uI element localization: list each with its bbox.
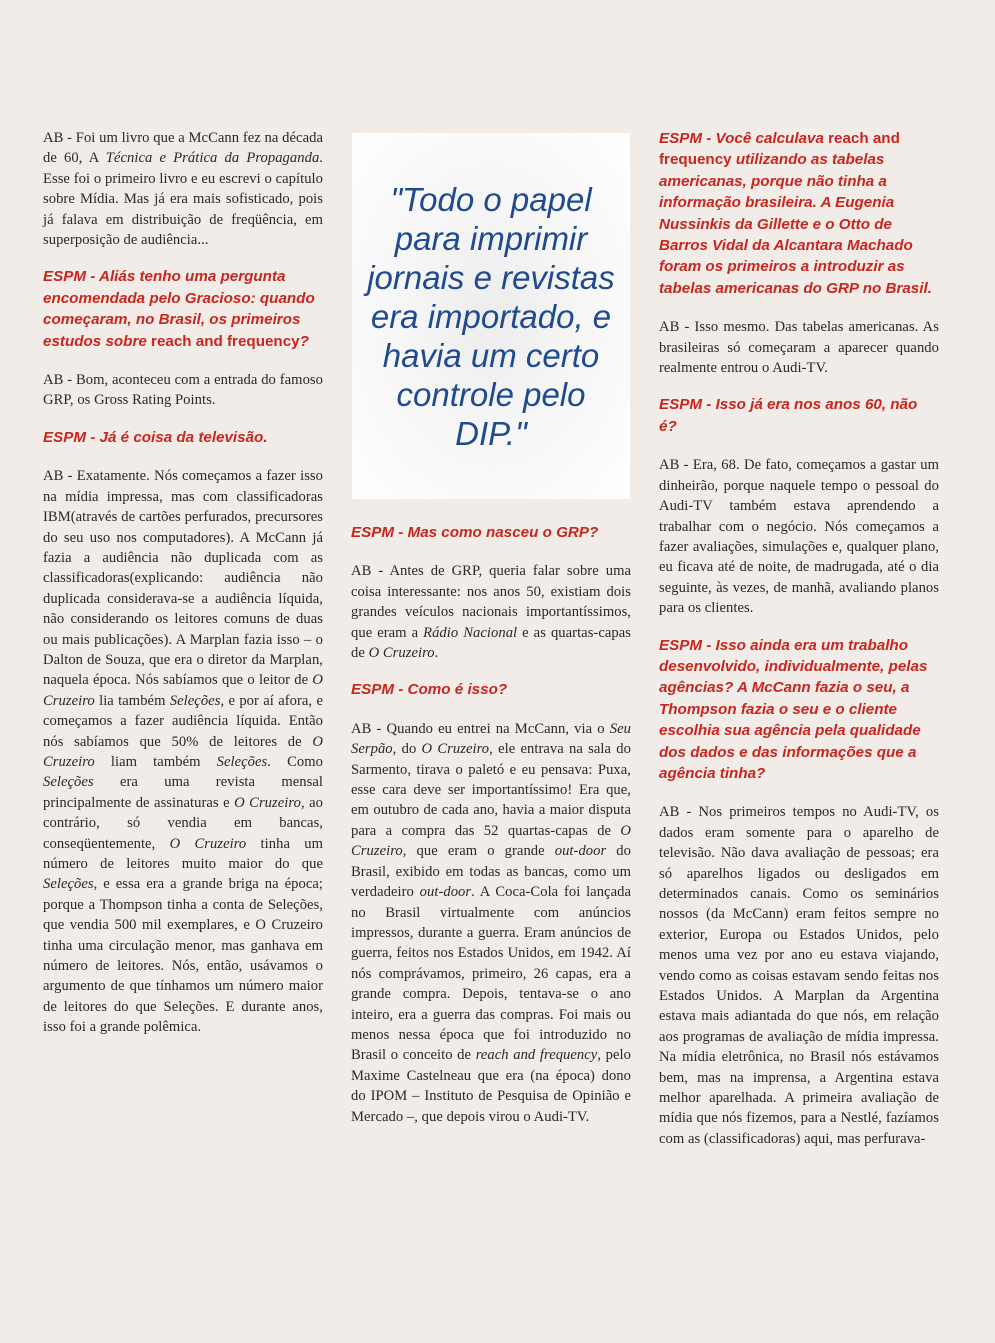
column-middle bbox=[351, 522, 631, 1143]
answer-paragraph: AB - Isso mesmo. Das tabelas americanas. As brasileiras só começaram a aparecer quando realmente entrou o Audi-TV. bbox=[659, 319, 939, 377]
italic-title: O Cruzeiro bbox=[351, 822, 631, 860]
text-segment: . Esse foi o primeiro livro e eu escrevi o capítulo sobre Mídia. Mas já era mais sofisticado, pois já falava em distribuição de freqüência, em superposição de audiência... bbox=[43, 150, 323, 249]
text-segment: utilizando as tabelas americanas, porque não tinha a informação brasileira. A Eugenia Nussinkis da Gillette e o Otto de Barros Vidal da Alcantara Machado foram os primeiros a introduzir as tabelas americanas do GRP no Brasil. bbox=[659, 151, 932, 297]
interviewer-question bbox=[659, 128, 939, 299]
italic-title: O Cruzeiro bbox=[234, 794, 301, 811]
text-segment: era uma revista mensal principalmente de assinaturas e bbox=[43, 774, 323, 811]
text-segment: AB - Foi um livro que a McCann fez na década de 60, A bbox=[43, 130, 323, 167]
answer-paragraph bbox=[351, 561, 631, 663]
italic-title: O Cruzeiro bbox=[43, 733, 323, 770]
text-segment: , que eram o grande bbox=[402, 843, 555, 860]
pull-quote-box bbox=[352, 133, 630, 499]
answer-paragraph bbox=[43, 128, 323, 250]
italic-title: Seleções bbox=[169, 692, 221, 709]
text-segment: . Como bbox=[267, 753, 323, 770]
answer-paragraph bbox=[43, 466, 323, 1037]
answer-paragraph: AB - Nos primeiros tempos no Audi-TV, os dados eram somente para o aparelho de televisão. Não dava avaliação de pessoas; era só aparelhos ligados ou desligados em determinados canais. Como os seminários nossos (da McCann) eram feitos sempre no exterior, Europa ou Estados Unidos, pelo menos uma vez por ano eu estava viajando, vendo como as coisas estavam sendo feitas nos Estados Unidos. A Marplan da Argentina estava mais adiantada do que nós, em relação aos programas de avaliação de mídia impressa. Na mídia eletrônica, no Brasil nós estávamos bem, mas na imprensa, a Argentina estava melhor aparelhada. A primeira avaliação de mídia que nós fizemos, para a Nestlé, fazíamos com as (classificadoras) aqui, mas perfurava- bbox=[659, 804, 939, 1147]
answer-paragraph: AB - Era, 68. De fato, começamos a gastar um dinheirão, porque naquele tempo o pessoal do Audi-TV também estava aprendendo a trabalhar com o negócio. Nós começamos a fazer avaliações, simulações e, qualquer plano, eu ficava até de noite, de madrugada, até o dia seguinte, às vezes, de manhã, avaliando planos para os clientes. bbox=[659, 457, 939, 617]
interviewer-question: ESPM - Isso ainda era um trabalho desenvolvido, individualmente, pelas agências? A McCann fazia o seu, a Thompson fazia o seu e o cliente escolhia sua agência pela qualidade dos dados e das informações que a agência tinha? bbox=[659, 636, 928, 782]
text-segment: AB - Exatamente. Nós começamos a fazer isso na mídia impressa, mas com classificadoras IBM(através de cartões perfurados, precursores do seu uso nos computadores). A McCann já fazia a audiência não duplicada com as classificadoras(explicando: audiência não duplicada considerava-se a audiência líquida, não considerando os leitores comuns de duas ou mais publicações). A Marplan fazia isso – o Dalton de Souza, que era o diretor da Marplan, naquela época. Nós sabíamos que o leitor de bbox=[43, 468, 323, 689]
text-segment: . bbox=[434, 645, 439, 662]
italic-title: O Cruzeiro bbox=[368, 645, 435, 662]
text-segment: do Brasil, exibido em todas as bancas, como um verdadeiro bbox=[351, 843, 631, 901]
text-segment: ? bbox=[299, 332, 309, 350]
column-right bbox=[659, 128, 939, 1165]
italic-title: reach and frequency bbox=[475, 1047, 598, 1064]
italic-title: O Cruzeiro bbox=[43, 672, 323, 709]
text-segment: , ele entrava na sala do Sarmento, tirava o paletó e eu pensava: Puxa, esse cara deve ser importantíssimo! Era que, em outubro de cada ano, havia a maior disputa para a compra das 52 quartas-capas de bbox=[351, 741, 631, 839]
italic-title: O Cruzeiro bbox=[421, 741, 490, 758]
text-segment: e as quartas-capas de bbox=[351, 624, 632, 662]
italic-title: out-door bbox=[419, 884, 472, 901]
italic-title: Seu Serpão bbox=[351, 720, 631, 758]
interviewer-question: ESPM - Como é isso? bbox=[351, 681, 508, 699]
text-segment: , e por aí afora, e começamos a fazer audiência líquida. Então nós sabíamos que 50% de leitores de bbox=[43, 692, 323, 750]
text-segment: AB - Antes de GRP, queria falar sobre uma coisa interessante: nos anos 50, existiam dois grandes veículos nacionais importantíssimos, que eram a bbox=[351, 563, 631, 641]
text-segment: liam também bbox=[94, 753, 217, 770]
upright-term: reach and frequency bbox=[659, 130, 900, 169]
italic-title: Seleções bbox=[43, 876, 94, 893]
text-segment: tinha um número de leitores muito maior do que bbox=[43, 835, 324, 872]
text-segment: , do bbox=[392, 741, 422, 758]
answer-paragraph: AB - Bom, aconteceu com a entrada do famoso GRP, os Gross Rating Points. bbox=[43, 372, 323, 409]
upright-term: reach and frequency bbox=[151, 332, 300, 350]
text-segment: ESPM - Você calculava bbox=[659, 130, 829, 147]
italic-title: O Cruzeiro bbox=[169, 835, 247, 852]
text-segment: lia também bbox=[94, 692, 170, 709]
text-segment: , pelo Maxime Castelneau que era (na época) dono do IPOM – Instituto de Pesquisa de Opinião e Mercado –, que depois virou o Audi-TV. bbox=[351, 1047, 631, 1125]
italic-title: Seleções bbox=[43, 774, 94, 791]
text-segment: , e essa era a grande briga na época; porque a Thompson tinha a conta de Seleções, que vendia 500 mil exemplares, e O Cruzeiro tinha uma circulação menor, mas ganhava em número de leitores. Nós, então, usávamos o argumento de que tínhamos um número maior de leitores do que Seleções. E durante anos, isso foi a grande polêmica. bbox=[43, 876, 323, 1036]
text-segment: , ao contrário, só vendia em bancas, conseqüentemente, bbox=[43, 794, 323, 852]
interviewer-question: ESPM - Mas como nasceu o GRP? bbox=[351, 524, 599, 541]
interviewer-question: ESPM - Isso já era nos anos 60, não é? bbox=[659, 396, 918, 435]
text-segment: ESPM - Aliás tenho uma pergunta encomendada pelo Gracioso: quando começaram, no Brasil, os primeiros estudos sobre bbox=[43, 268, 315, 350]
italic-title: Seleções bbox=[216, 753, 268, 770]
text-segment: . A Coca-Cola foi lançada no Brasil virtualmente com anúncios impressos, durante a guerra. Eram anúncios de guerra, feitos nos Estados Unidos, em 1942. Aí nós comprávamos, primeiro, 26 capas, era a grande compra. Depois, tentava-se o ano inteiro, era a guerra das compras. Foi mais ou menos nessa época que foi introduzido no Brasil o conceito de bbox=[351, 884, 631, 1064]
italic-title: Rádio Nacional bbox=[423, 624, 518, 641]
answer-paragraph bbox=[351, 719, 631, 1127]
italic-title: Técnica e Prática da Propaganda bbox=[105, 150, 320, 167]
interviewer-question: ESPM - Já é coisa da televisão. bbox=[43, 428, 268, 446]
column-left bbox=[43, 128, 323, 1054]
interviewer-question bbox=[43, 266, 323, 352]
pull-quote-text: "Todo o papel para imprimir jornais e revistas era importado, e havia um certo controle pelo DIP." bbox=[367, 180, 615, 452]
italic-title: out-door bbox=[554, 843, 607, 860]
text-segment: AB - Quando eu entrei na McCann, via o bbox=[351, 720, 610, 737]
